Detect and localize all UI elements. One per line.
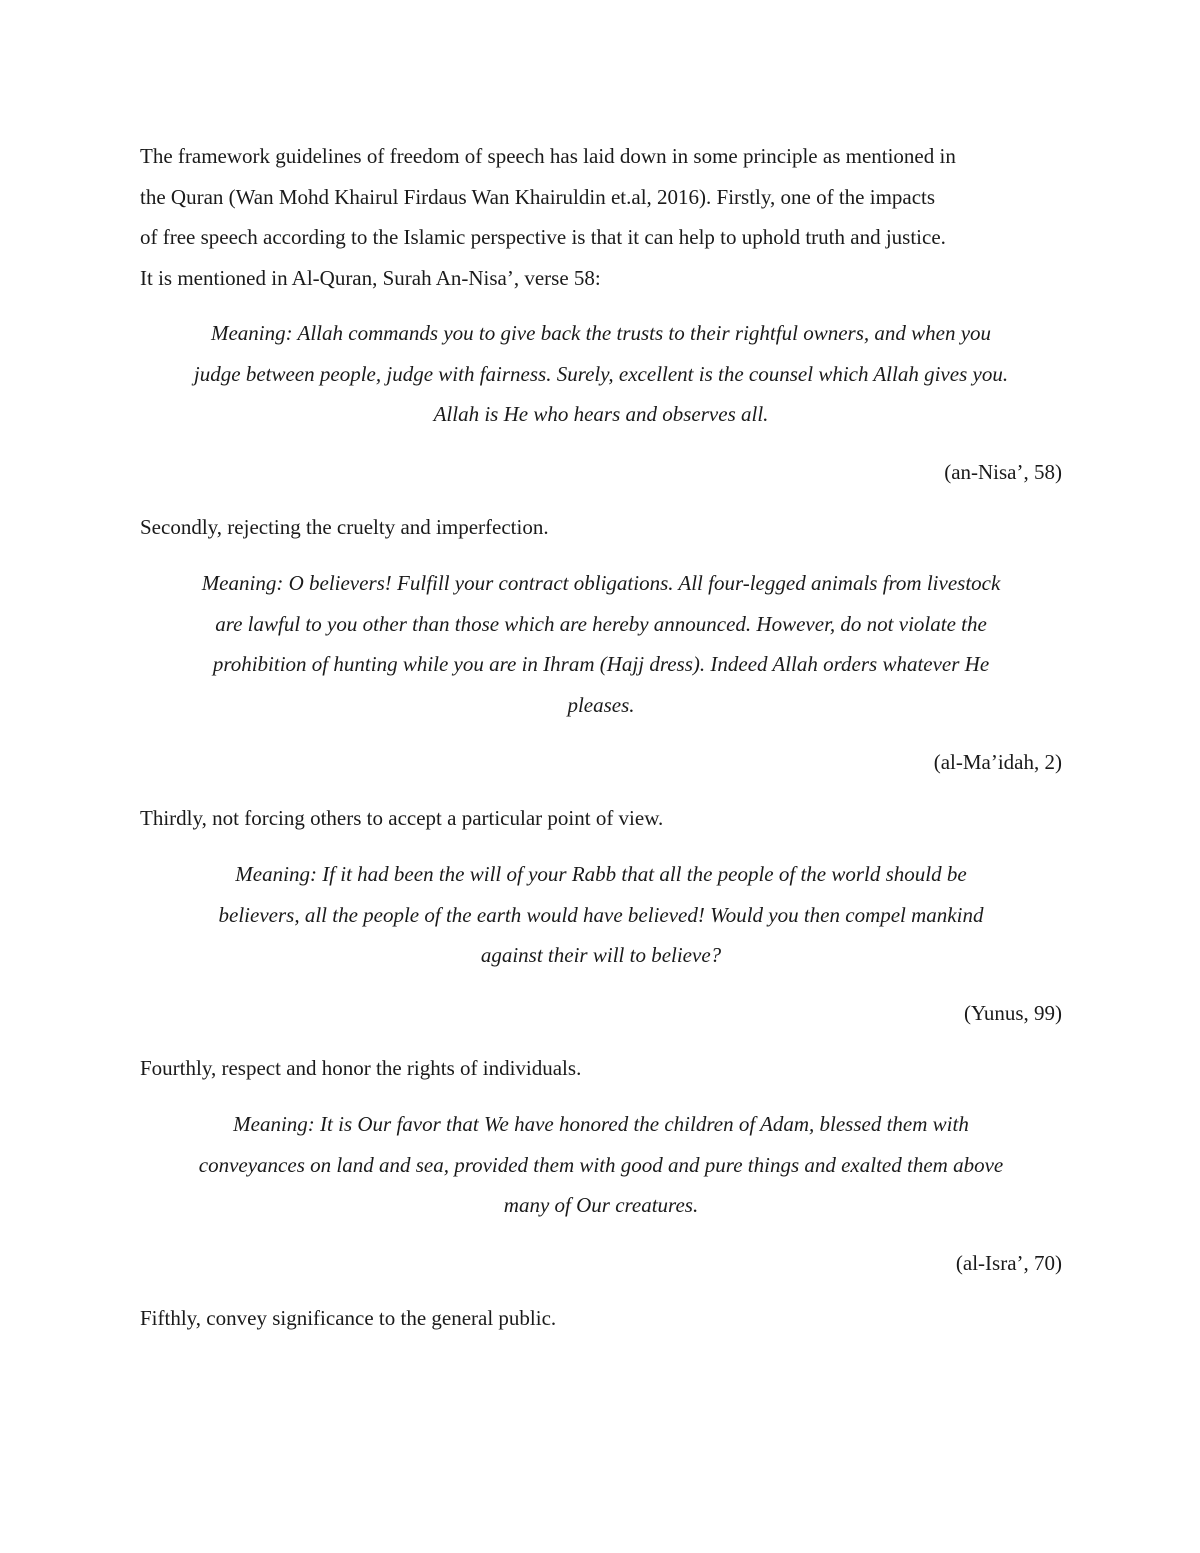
quote-line: Meaning: O believers! Fulfill your contract obligations. All four-legged animals from livestock — [201, 571, 1001, 595]
intro-line-3: of free speech according to the Islamic perspective is that it can help to uphold truth and justice. — [140, 225, 946, 249]
point-fourthly: Fourthly, respect and honor the rights of individuals. — [140, 1056, 582, 1080]
citation-al-isra: (al-Isra’, 70) — [955, 1251, 1062, 1275]
quote-line: conveyances on land and sea, provided them with good and pure things and exalted them above — [198, 1152, 1004, 1177]
quote-line: Meaning: Allah commands you to give back the trusts to their rightful owners, and when you — [210, 321, 992, 345]
quote-line: Meaning: If it had been the will of your Rabb that all the people of the world should be — [235, 862, 967, 886]
citation-al-maidah: (al-Ma’idah, 2) — [933, 750, 1062, 774]
quote-line: many of Our creatures. — [503, 1193, 699, 1217]
quote-an-nisa — [140, 313, 1062, 435]
citation-yunus: (Yunus, 99) — [964, 1001, 1062, 1025]
point-thirdly: Thirdly, not forcing others to accept a particular point of view. — [140, 806, 664, 830]
quote-al-isra — [140, 1104, 1062, 1226]
intro-line-1: The framework guidelines of freedom of speech has laid down in some principle as mentioned in — [140, 144, 956, 168]
quote-line: prohibition of hunting while you are in Ihram (Hajj dress). Indeed Allah orders whatever He — [212, 652, 990, 676]
quote-yunus — [140, 854, 1062, 976]
intro-line-4: It is mentioned in Al-Quran, Surah An-Nisa’, verse 58: — [140, 265, 601, 290]
quote-line: Meaning: It is Our favor that We have honored the children of Adam, blessed them with — [233, 1112, 969, 1136]
intro-line-2: the Quran (Wan Mohd Khairul Firdaus Wan Khairuldin et.al, 2016). Firstly, one of the impacts — [140, 184, 936, 209]
quote-line: judge between people, judge with fairness. Surely, excellent is the counsel which Allah gives you. — [193, 361, 1009, 386]
quote-line: Allah is He who hears and observes all. — [433, 402, 769, 426]
citation-an-nisa: (an-Nisa’, 58) — [944, 460, 1062, 484]
intro-paragraph — [140, 136, 1062, 298]
point-secondly: Secondly, rejecting the cruelty and imperfection. — [140, 515, 549, 539]
point-fifthly: Fifthly, convey significance to the general public. — [140, 1306, 557, 1330]
quote-line: are lawful to you other than those which are hereby announced. However, do not violate the — [215, 611, 987, 636]
quote-line: pleases. — [567, 692, 635, 717]
quote-line: believers, all the people of the earth would have believed! Would you then compel mankind — [218, 902, 984, 927]
quote-line: against their will to believe? — [480, 943, 722, 967]
quote-al-maidah — [140, 563, 1062, 725]
